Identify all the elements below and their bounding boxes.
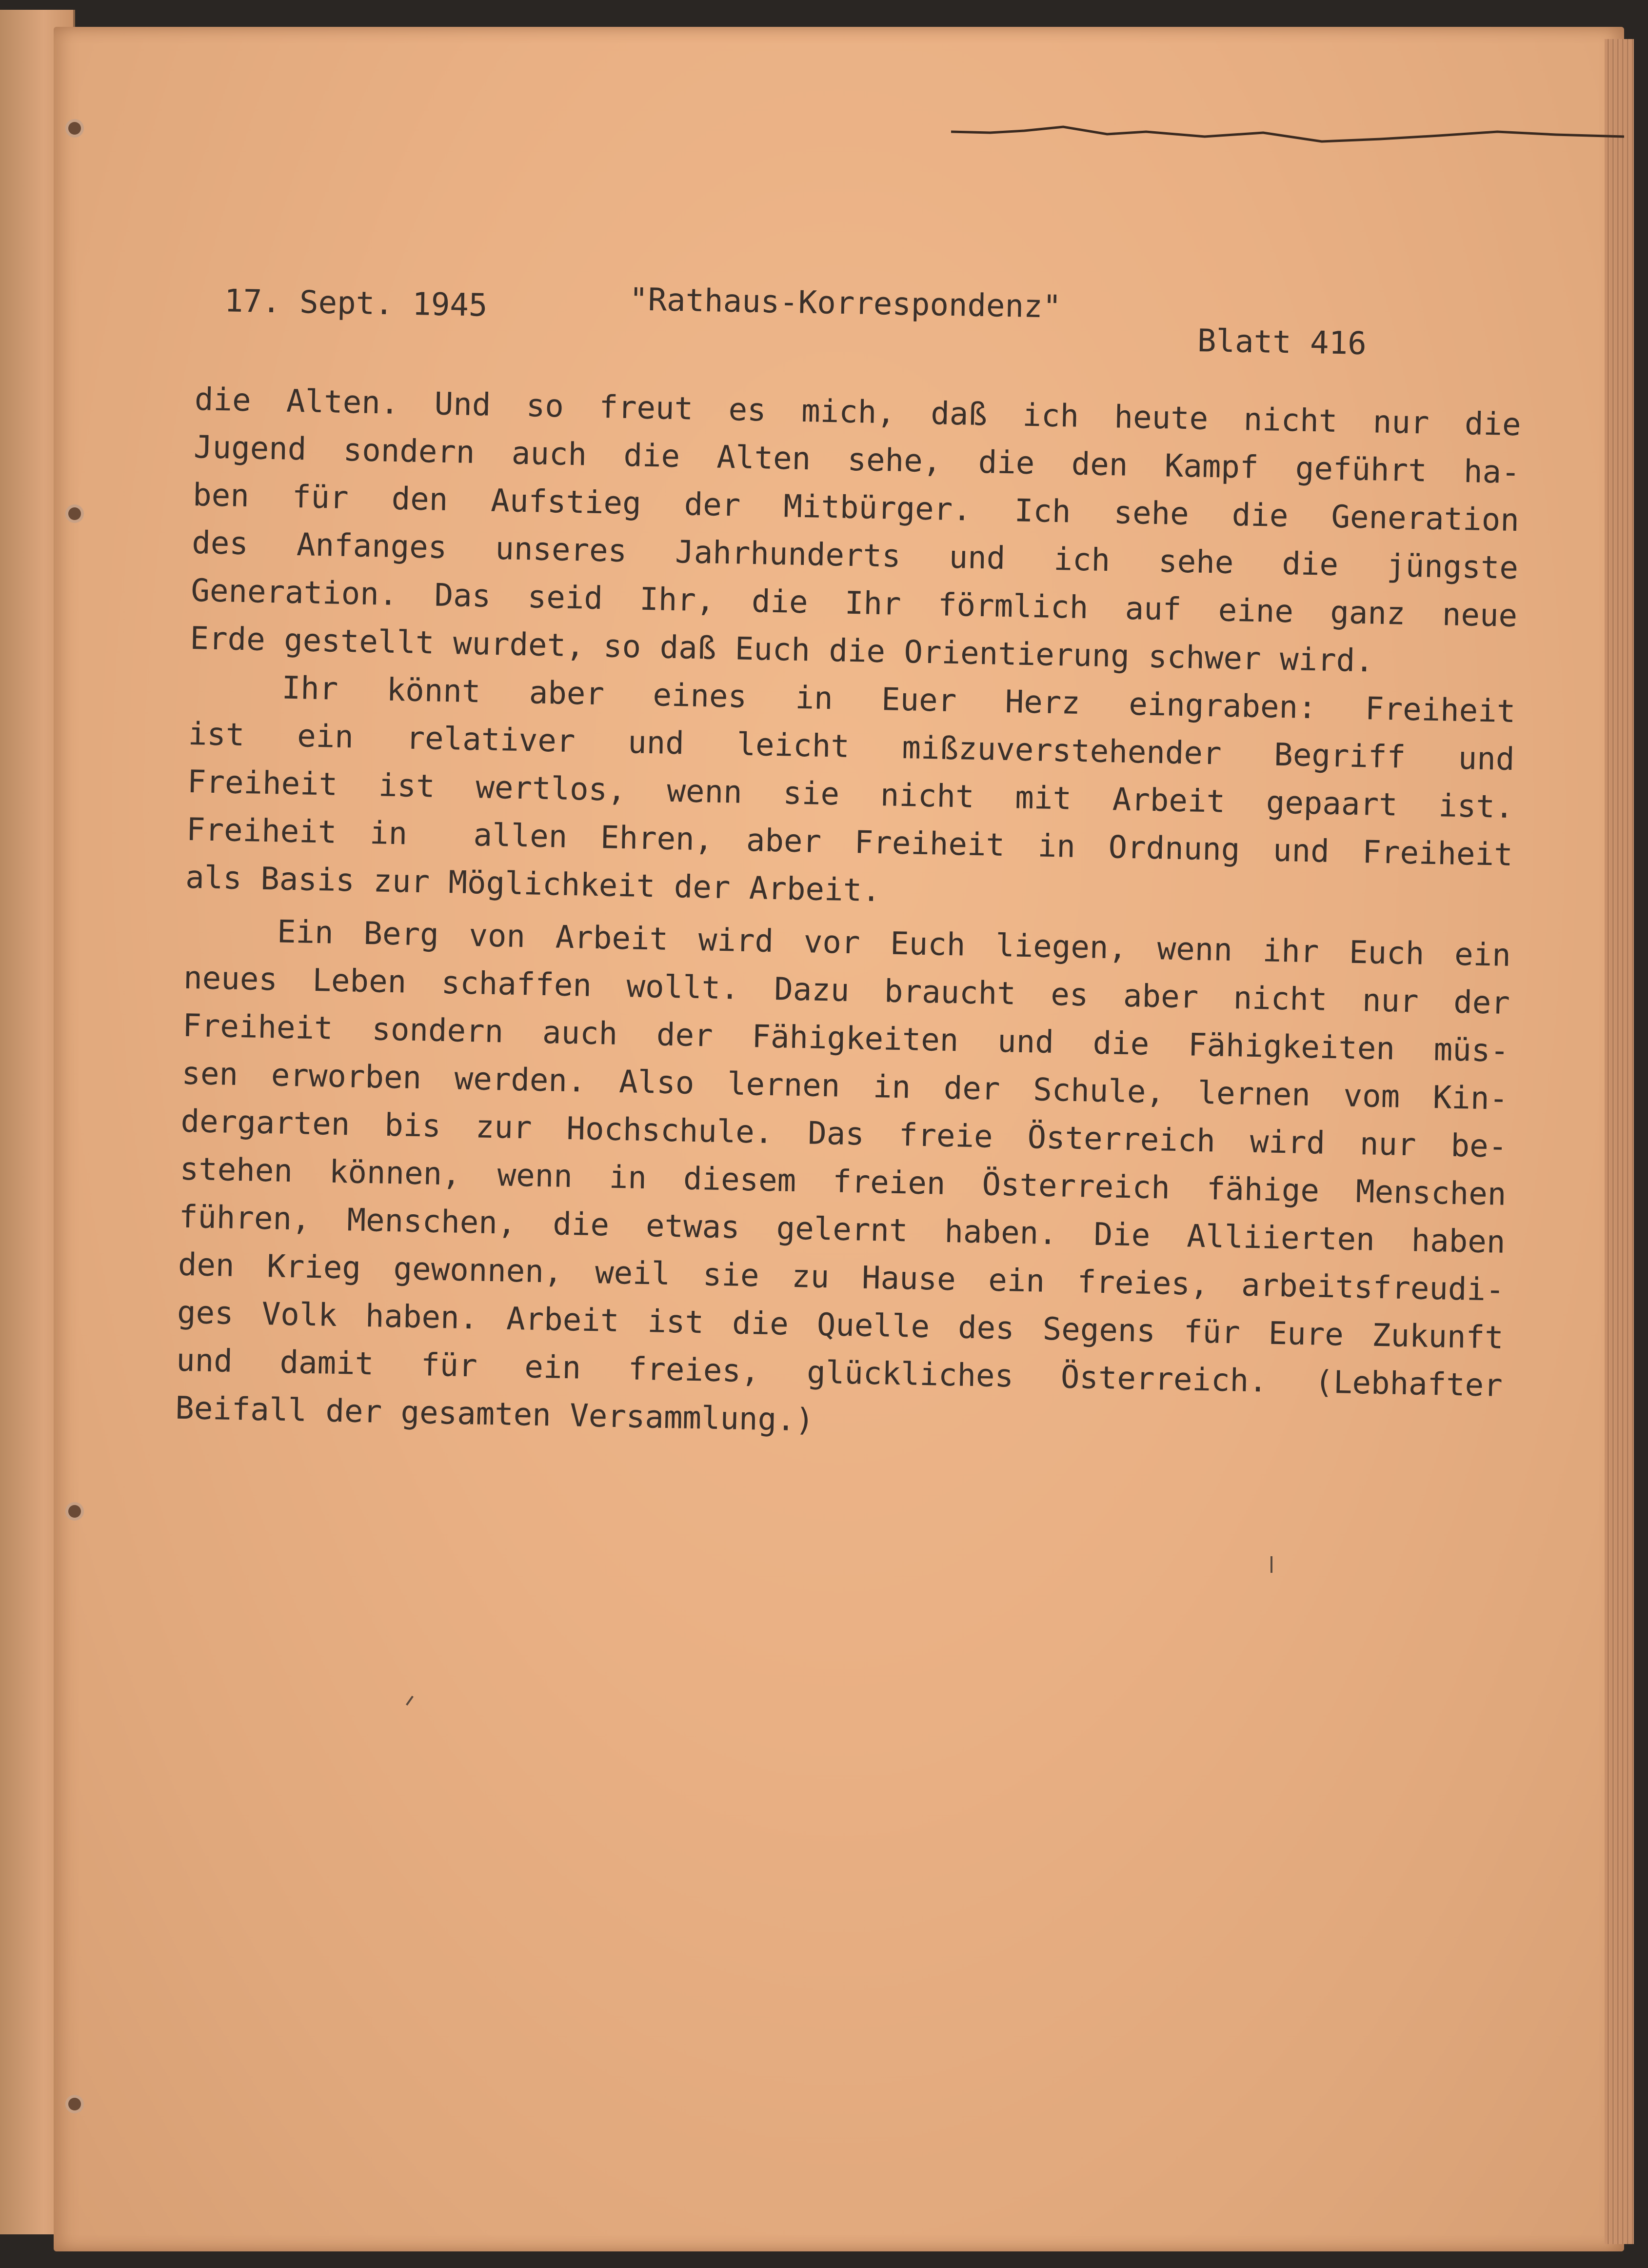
torn-edge-mark <box>951 112 1624 151</box>
paragraph <box>185 662 1516 927</box>
text-line: Freiheit in allen Ehren, aber Freiheit in Ordnung und Freiheit <box>186 811 1513 874</box>
text-line: Ein Berg von Arbeit wird vor Euch liegen, wenn ihr Euch ein <box>277 914 1511 974</box>
publication-title: "Rathaus-Korrespondenz" <box>629 281 1062 325</box>
text-line: Jugend sondern auch die Alten sehe, die den Kampf geführt ha- <box>193 429 1521 491</box>
text-line: dergarten bis zur Hochschule. Das freie Österreich wird nur be- <box>180 1103 1508 1165</box>
paragraph <box>190 376 1522 688</box>
text-line: ist ein relativer und leicht mißzuverstehender Begriff und <box>188 716 1515 778</box>
text-line: des Anfanges unseres Jahrhunderts und ich sehe die jüngste <box>191 524 1519 587</box>
text-line: den Krieg gewonnen, weil sie zu Hause ein freies, arbeitsfreudi- <box>178 1246 1505 1308</box>
text-line: Erde gestellt wurdet, so daß Euch die Orientierung schwer wird. <box>189 620 1374 680</box>
text-line: ben für den Aufstieg der Mitbürger. Ich sehe die Generation <box>192 477 1520 539</box>
stacked-page-edges <box>1605 39 1634 2244</box>
text-line: die Alten. Und so freut es mich, daß ich heute nicht nur die <box>194 381 1522 443</box>
binding-hole-icon <box>68 1505 81 1518</box>
text-line: stehen können, wenn in diesem freien Österreich fähige Menschen <box>179 1151 1507 1213</box>
text-line: als Basis zur Möglichkeit der Arbeit. <box>185 859 881 909</box>
stray-mark <box>1271 1556 1272 1573</box>
text-line: ges Volk haben. Arbeit ist die Quelle des Segens für Eure Zukunft <box>177 1294 1504 1356</box>
document-date: 17. Sept. 1945 <box>224 283 488 324</box>
paragraph <box>175 906 1511 1458</box>
typewritten-body <box>175 376 1521 1458</box>
text-line: führen, Menschen, die etwas gelernt haben. Die Alliierten haben <box>179 1199 1506 1261</box>
binding-hole-icon <box>68 2098 81 2110</box>
binding-hole-icon <box>68 122 81 135</box>
text-line: Freiheit sondern auch der Fähigkeiten und die Fähigkeiten müs- <box>182 1007 1509 1069</box>
text-line: Ihr könnt aber eines in Euer Herz eingraben: Freiheit <box>281 670 1516 730</box>
text-line: Freiheit ist wertlos, wenn sie nicht mit Arbeit gepaart ist. <box>187 763 1514 826</box>
text-line: sen erworben werden. Also lernen in der Schule, lernen vom Kin- <box>181 1055 1509 1117</box>
text-line: und damit für ein freies, glückliches Österreich. (Lebhafter <box>176 1342 1503 1404</box>
binding-hole-icon <box>68 507 81 520</box>
text-line: neues Leben schaffen wollt. Dazu braucht es aber nicht nur der <box>183 960 1510 1022</box>
text-line: Generation. Das seid Ihr, die Ihr förmlich auf eine ganz neue <box>190 572 1518 635</box>
text-line: Beifall der gesamten Versammlung.) <box>175 1390 814 1439</box>
sheet-number: Blatt 416 <box>1197 322 1367 362</box>
